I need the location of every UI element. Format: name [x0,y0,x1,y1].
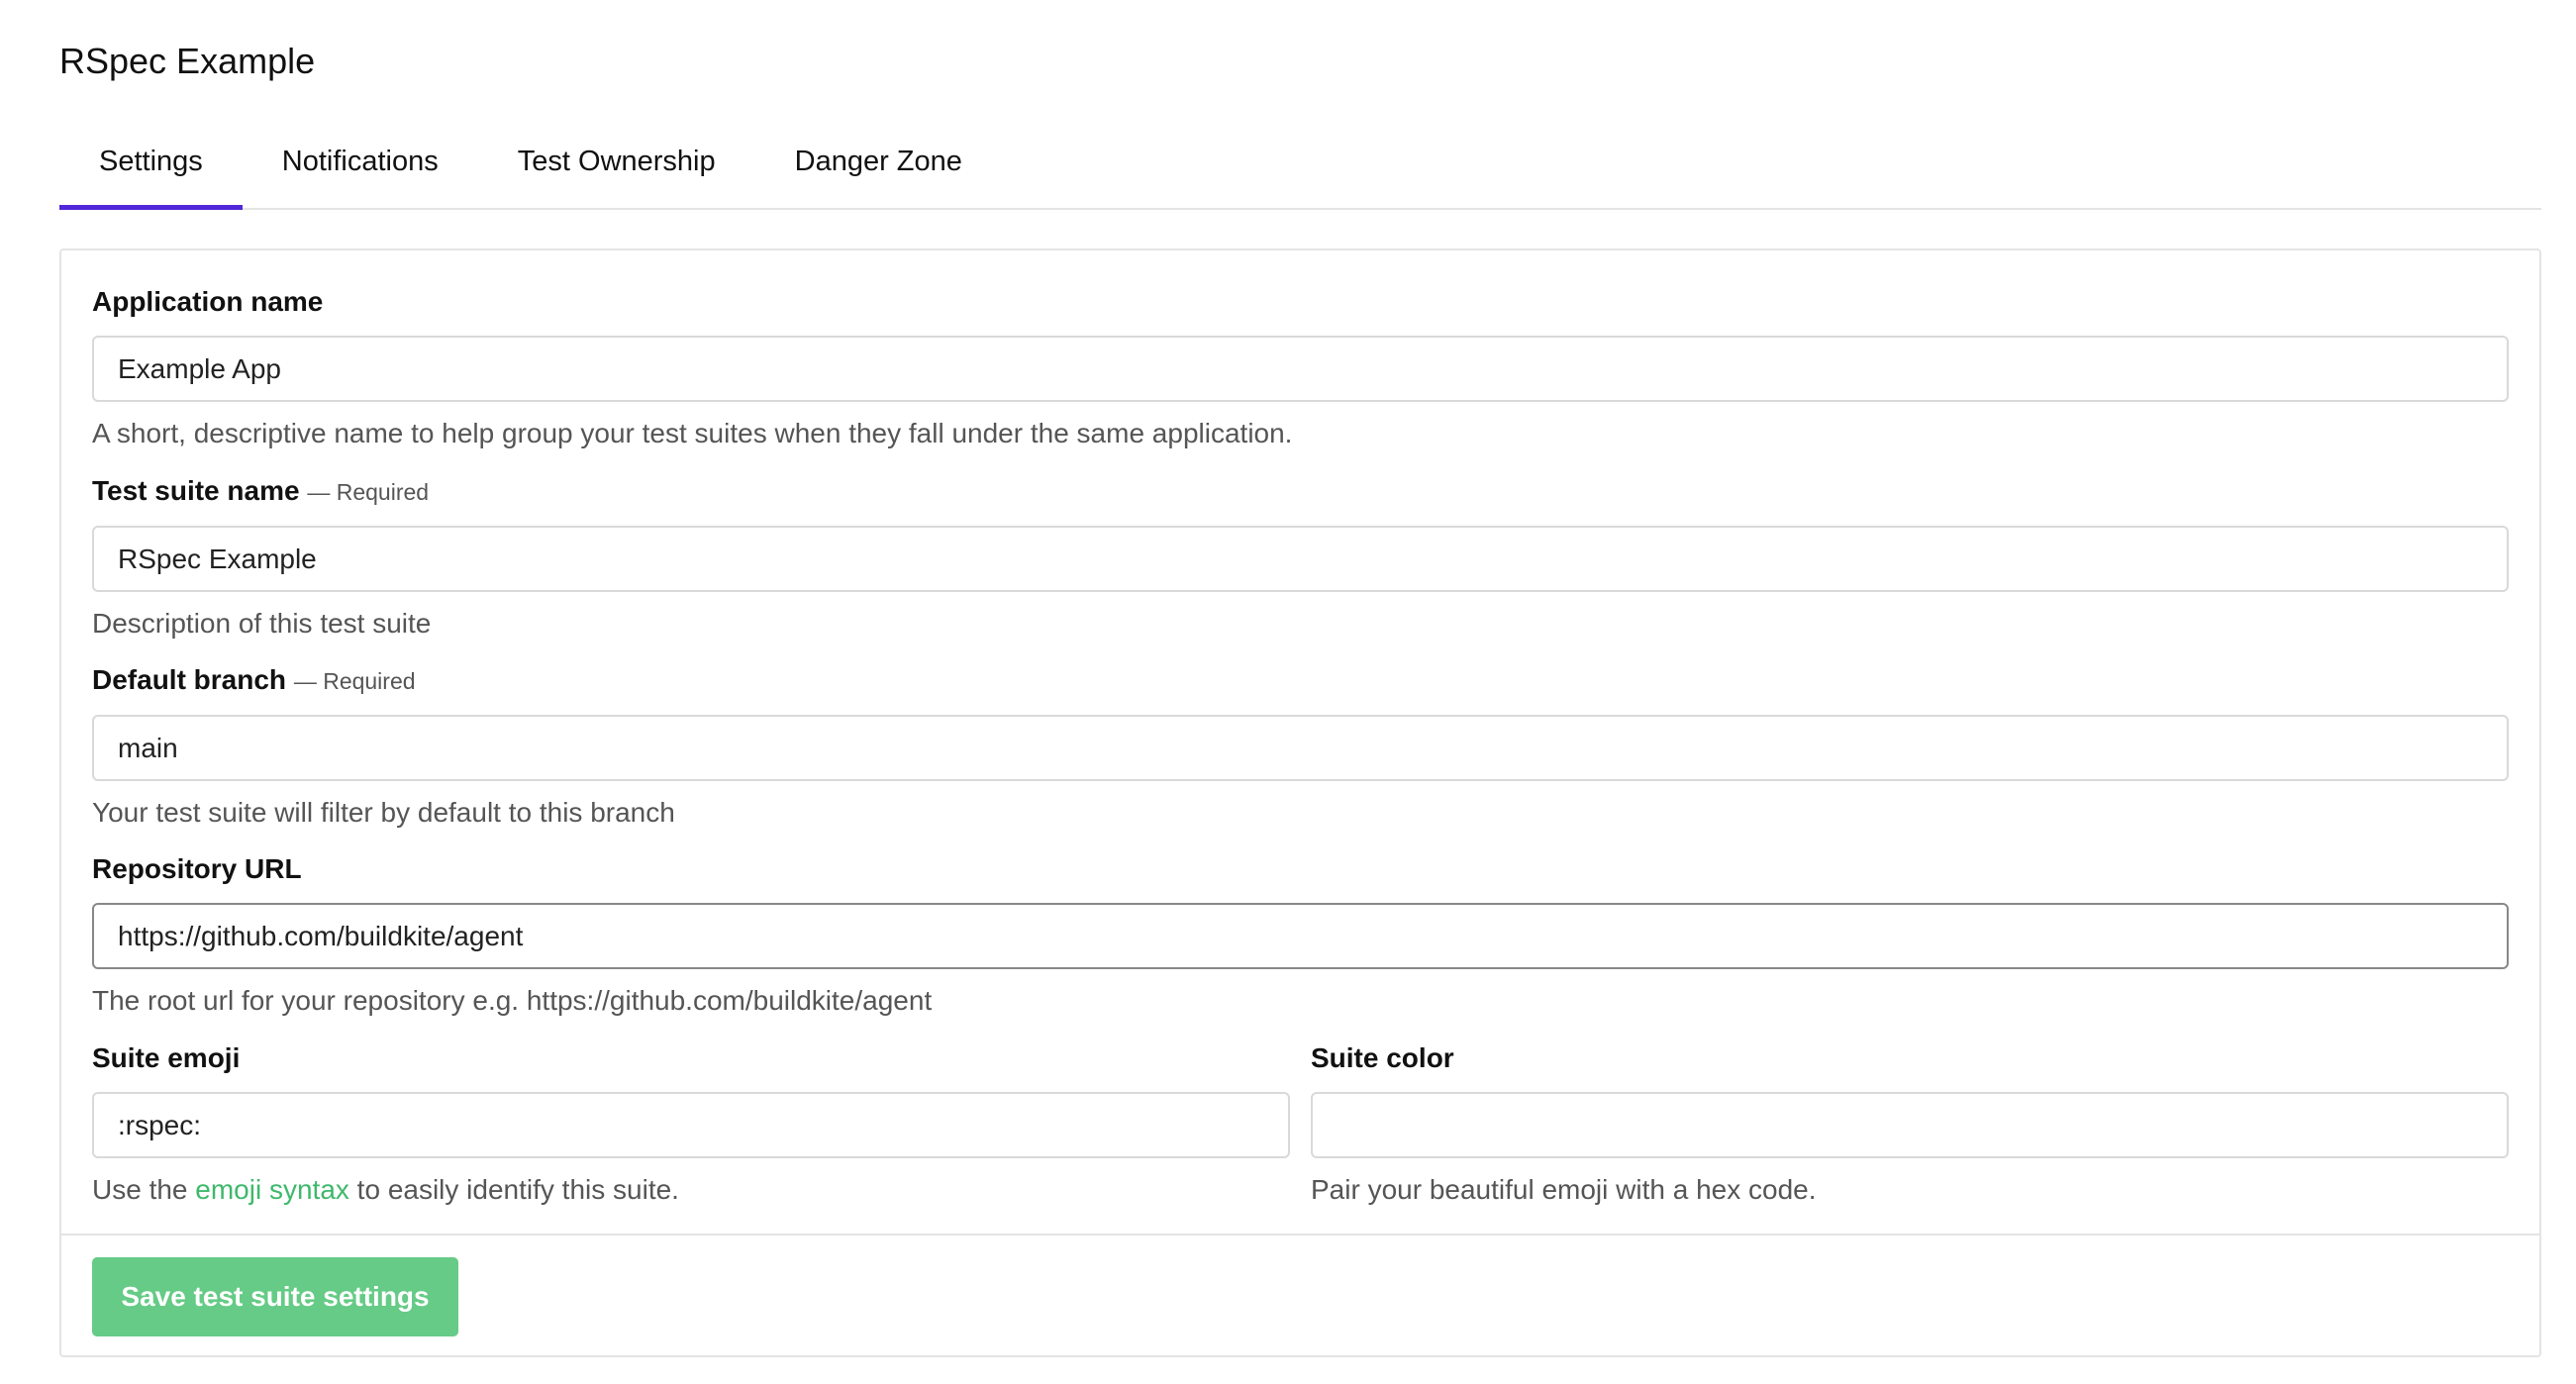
repository-url-label: Repository URL [92,853,302,884]
page-title: RSpec Example [59,41,316,81]
save-test-suite-settings-button[interactable]: Save test suite settings [92,1257,458,1336]
suite-color-hint: Pair your beautiful emoji with a hex code. [1311,1174,1817,1205]
test-suite-name-label-row [92,471,2509,512]
suite-emoji-field [92,1038,1290,1210]
test-suite-name-label: Test suite name [92,475,300,506]
repository-url-hint: The root url for your repository e.g. https://github.com/buildkite/agent [92,985,933,1016]
default-branch-input[interactable] [92,715,2509,781]
suite-color-input[interactable] [1311,1092,2509,1158]
test-suite-name-hint: Description of this test suite [92,608,432,639]
test-suite-name-field [92,471,2509,643]
settings-form-card [59,248,2541,1357]
default-branch-hint: Your test suite will filter by default to this branch [92,797,675,828]
repository-url-field [92,849,2509,1021]
suite-emoji-input[interactable] [92,1092,1290,1158]
default-branch-label: Default branch [92,664,287,695]
application-name-input[interactable] [92,336,2509,402]
application-name-label: Application name [92,286,324,317]
tab-bar [59,129,2541,210]
default-branch-label-row [92,660,2509,701]
application-name-hint: A short, descriptive name to help group your test suites when they fall under the same application. [92,418,1293,448]
suite-color-field [1311,1038,2509,1210]
tab-test-ownership[interactable]: Test Ownership [517,146,716,177]
emoji-syntax-link[interactable]: emoji syntax [195,1174,349,1205]
required-indicator: — Required [307,479,430,505]
required-indicator: — Required [293,668,416,694]
suite-emoji-hint-before: Use the [92,1174,196,1205]
suite-emoji-label: Suite emoji [92,1042,241,1073]
test-suite-name-input[interactable] [92,526,2509,592]
suite-emoji-hint-after: to easily identify this suite. [348,1174,679,1205]
tab-danger-zone[interactable]: Danger Zone [794,146,962,177]
suite-emoji-hint [92,1170,1290,1210]
suite-color-label: Suite color [1311,1042,1454,1073]
form-footer-divider [61,1234,2539,1236]
tab-settings[interactable]: Settings [59,129,243,208]
default-branch-field [92,660,2509,833]
application-name-field [92,282,2509,453]
repository-url-input[interactable] [92,903,2509,969]
tab-notifications[interactable]: Notifications [281,146,439,177]
